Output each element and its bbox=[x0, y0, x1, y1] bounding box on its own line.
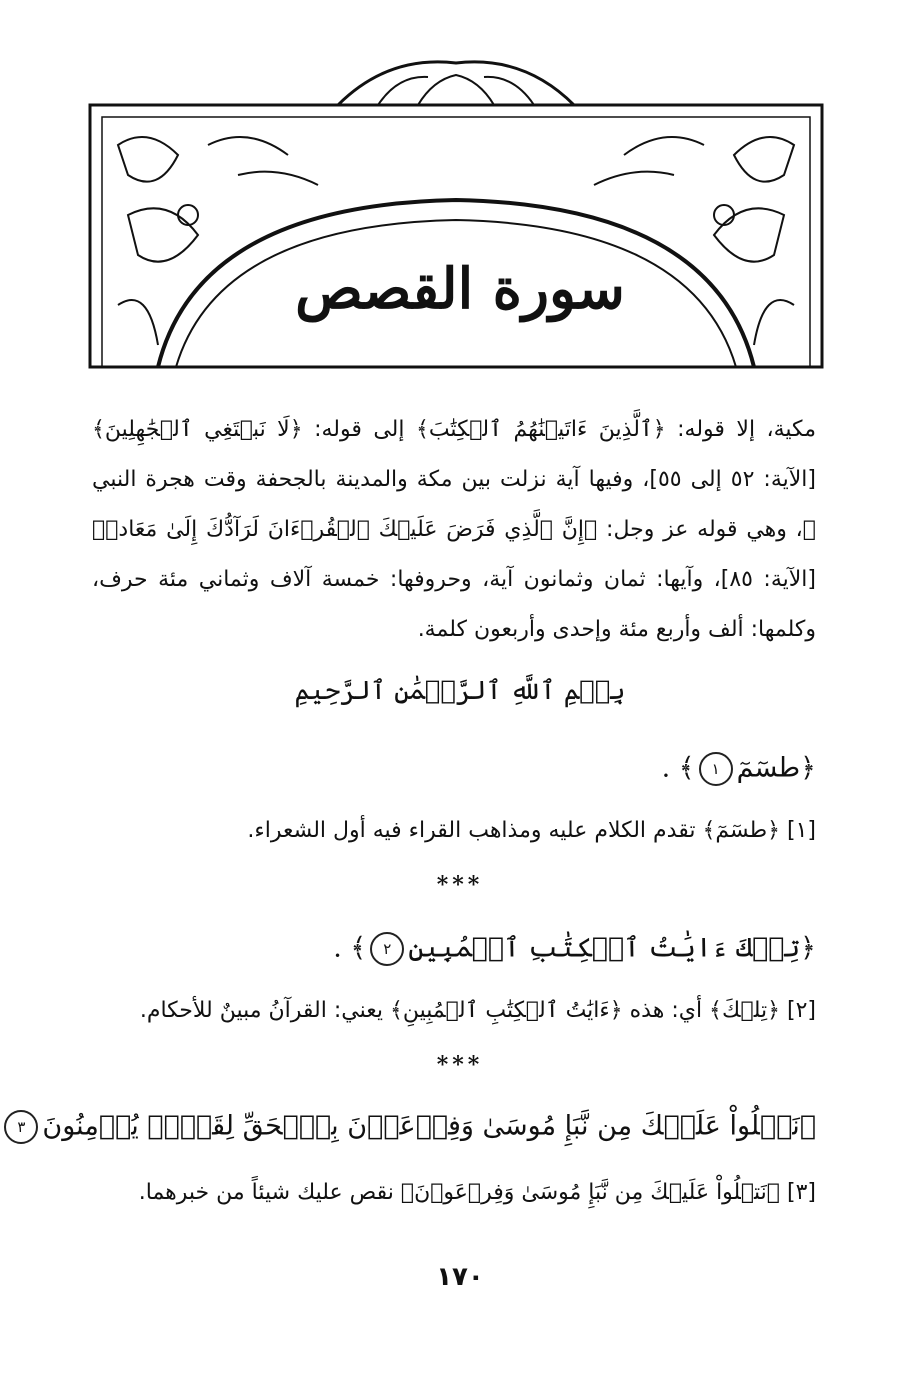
verse-text: ﴿تِلۡكَ ءَايَٰتُ ٱلۡكِتَٰبِ ٱلۡمُبِينِ bbox=[408, 932, 816, 964]
verse-text: ﴿طسٓمٓ bbox=[736, 752, 816, 784]
page-number: ١٧٠ bbox=[436, 1262, 484, 1292]
commentary-1: [١] ﴿طسٓمٓ﴾ تقدم الكلام عليه ومذاهب القراء فيه أول الشعراء. bbox=[247, 818, 816, 843]
verse-3 bbox=[0, 1110, 816, 1144]
surah-header-ornament bbox=[88, 55, 824, 370]
verse-2 bbox=[333, 932, 816, 966]
commentary-3: [٣] ﴿نَتۡلُواْ عَلَيۡكَ مِن نَّبَإِ مُوسَىٰ وَفِرۡعَوۡنَ﴾ نقص عليك شيئاً من خبرهما. bbox=[138, 1180, 816, 1205]
bismillah: بِسۡمِ ٱللَّهِ ٱلرَّحۡمَٰنِ ٱلرَّحِيمِ bbox=[294, 676, 626, 706]
surah-introduction: مكية، إلا قوله: ﴿ٱلَّذِينَ ءَاتَيۡنَٰهُمُ ٱلۡكِتَٰبَ﴾ إلى قوله: ﴿لَا نَبۡتَغِي ٱلۡجَٰهِلِينَ﴾ [الآية: ٥٢ إلى ٥٥]، وفيها آية نزلت بين مكة والمدينة بالجحفة وقت هجرة النبي ﷺ، وهي قوله عز وجل: ﴿إِنَّ ٱلَّذِي فَرَضَ عَلَيۡكَ ٱلۡقُرۡءَانَ لَرَآدُّكَ إِلَىٰ مَعَادٖ﴾ [الآية: ٨٥]، وآيها: ثمان وثمانون آية، وحروفها: خمسة آلاف وثماني مئة حرف، وكلمها: ألف وأربع مئة وإحدى وأربعون كلمة. bbox=[92, 417, 816, 642]
surah-title: سورة القصص bbox=[295, 256, 625, 322]
verse-close: ﴾ . bbox=[333, 932, 367, 964]
commentary-2: [٢] ﴿تِلۡكَ﴾ أي: هذه ﴿ءَايَٰتُ ٱلۡكِتَٰبِ ٱلۡمُبِينِ﴾ يعني: القرآنُ مبينٌ للأحكام. bbox=[139, 998, 816, 1023]
ayah-number-marker: ٢ bbox=[370, 932, 404, 966]
section-separator: *** bbox=[436, 1052, 484, 1078]
section-separator: *** bbox=[436, 872, 484, 898]
verse-1 bbox=[662, 752, 816, 786]
ayah-number-marker: ١ bbox=[699, 752, 733, 786]
verse-close: ﴾ . bbox=[661, 752, 695, 784]
verse-text: ﴿نَتۡلُواْ عَلَيۡكَ مِن نَّبَإِ مُوسَىٰ وَفِرۡعَوۡنَ بِٱلۡحَقِّ لِقَوۡمٖ يُؤۡمِنُونَ bbox=[42, 1110, 816, 1142]
ayah-number-marker: ٣ bbox=[4, 1110, 38, 1144]
